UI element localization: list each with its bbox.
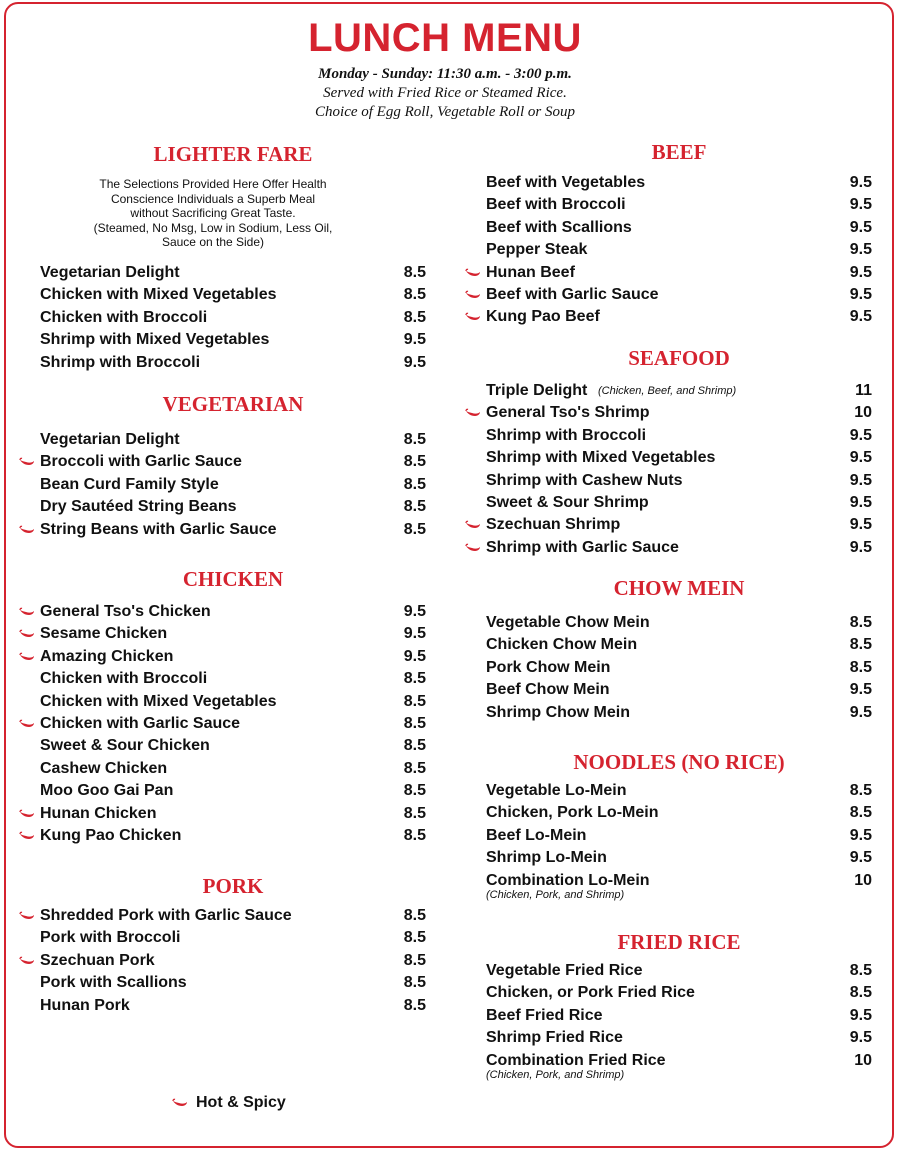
item-price: 8.5 — [403, 737, 426, 755]
item-price: 9.5 — [849, 1006, 872, 1024]
section-lighter-fare — [40, 141, 426, 371]
menu-item — [40, 713, 426, 735]
item-list — [40, 905, 426, 1017]
item-name: Chicken, Pork Lo-Mein — [486, 804, 659, 822]
menu-item — [486, 657, 872, 679]
chili-pepper-icon — [19, 905, 35, 927]
item-price: 8.5 — [403, 498, 426, 516]
item-list — [40, 429, 426, 541]
item-price: 9.5 — [849, 308, 872, 326]
menu-item — [40, 972, 426, 994]
note-line: (Steamed, No Msg, Low in Sodium, Less Oil, — [93, 220, 333, 235]
item-price: 9.5 — [849, 471, 872, 489]
section-title: PORK — [202, 874, 264, 898]
item-price: 9.5 — [849, 826, 872, 844]
item-name: Shrimp with Garlic Sauce — [486, 538, 679, 556]
item-price: 9.5 — [849, 174, 872, 191]
menu-item — [40, 352, 426, 374]
section-vegetarian — [40, 391, 426, 538]
menu-item — [486, 679, 872, 701]
note-line: The Selections Provided Here Offer Health — [99, 177, 327, 191]
section-title: CHICKEN — [182, 567, 284, 591]
item-name: Triple Delight — [486, 382, 588, 399]
item-price: 8.5 — [403, 951, 426, 969]
item-name: Pork Chow Mein — [486, 658, 611, 676]
item-price: 8.5 — [403, 670, 426, 688]
item-name: Beef with Garlic Sauce — [486, 285, 659, 303]
menu-item — [486, 284, 872, 306]
item-name: Shrimp with Mixed Vegetables — [40, 331, 270, 349]
menu-item — [486, 470, 872, 492]
item-price: 8.5 — [403, 308, 426, 326]
menu-item — [486, 217, 872, 239]
chili-pepper-icon — [19, 713, 35, 735]
chili-pepper-icon — [465, 402, 481, 424]
menu-item — [486, 514, 872, 536]
item-price: 8.5 — [403, 826, 426, 844]
menu-item — [40, 691, 426, 713]
menu-item — [40, 601, 426, 623]
menu-item — [486, 239, 872, 261]
item-name: Kung Pao Beef — [486, 308, 600, 326]
section-title: NOODLES (NO RICE) — [573, 750, 785, 774]
item-price: 8.5 — [849, 804, 872, 822]
item-price: 8.5 — [403, 759, 426, 777]
item-list — [486, 172, 872, 329]
chili-pepper-icon — [172, 1095, 188, 1111]
menu-item — [40, 668, 426, 690]
legend-label: Hot & Spicy — [196, 1094, 286, 1111]
item-name: Kung Pao Chicken — [40, 826, 182, 844]
item-price: 8.5 — [403, 286, 426, 304]
item-price: 9.5 — [849, 538, 872, 556]
item-name: Chicken with Broccoli — [40, 308, 208, 326]
item-price: 8.5 — [403, 714, 426, 732]
item-name: Vegetable Chow Mein — [486, 614, 650, 631]
item-list — [486, 380, 872, 559]
chili-pepper-icon — [465, 514, 481, 536]
menu-item — [40, 284, 426, 306]
menu-item — [486, 802, 872, 824]
item-price: 9.5 — [849, 681, 872, 699]
note-line: Conscience Individuals a Superb Meal — [110, 191, 316, 206]
item-name: Shrimp with Mixed Vegetables — [486, 449, 716, 467]
menu-item — [40, 780, 426, 802]
item-name: Sesame Chicken — [40, 625, 168, 643]
chili-pepper-icon — [465, 306, 481, 328]
section-pork — [40, 873, 426, 1014]
hours-line: Monday - Sunday: 11:30 a.m. - 3:00 p.m. — [318, 66, 572, 82]
menu-item — [40, 519, 426, 541]
item-name: Amazing Chicken — [40, 647, 174, 665]
item-name: Chicken with Mixed Vegetables — [40, 692, 277, 710]
item-note: (Chicken, Pork, and Shrimp) — [486, 1068, 625, 1081]
item-price: 8.5 — [403, 929, 426, 947]
item-name: Combination Fried Rice — [486, 1051, 666, 1069]
item-name: Beef Fried Rice — [486, 1006, 603, 1024]
item-name: Beef with Scallions — [486, 218, 632, 236]
item-name: Pork with Scallions — [40, 974, 187, 992]
chili-pepper-icon — [465, 262, 481, 284]
menu-item — [486, 825, 872, 847]
item-price: 10 — [854, 871, 872, 889]
item-price: 9.5 — [403, 603, 426, 620]
section-seafood — [486, 345, 872, 556]
section-title: BEEF — [651, 140, 707, 164]
menu-item — [40, 803, 426, 825]
item-name: Broccoli with Garlic Sauce — [40, 453, 242, 471]
item-price: 8.5 — [403, 692, 426, 710]
menu-item — [486, 172, 872, 194]
chili-pepper-icon — [19, 601, 35, 623]
item-name: Moo Goo Gai Pan — [40, 782, 174, 800]
rice-line: Served with Fried Rice or Steamed Rice. — [323, 85, 567, 101]
item-name: Cashew Chicken — [40, 759, 168, 777]
item-price: 9.5 — [849, 849, 872, 867]
menu-item — [486, 612, 872, 634]
item-price: 9.5 — [849, 196, 872, 214]
item-list — [486, 960, 872, 1085]
item-name: Sweet & Sour Chicken — [40, 737, 210, 755]
item-price: 8.5 — [403, 996, 426, 1014]
item-name: Vegetable Lo-Mein — [486, 782, 627, 799]
menu-item — [486, 447, 872, 469]
item-name: Szechuan Pork — [40, 951, 155, 969]
item-detail: (Chicken, Beef, and Shrimp) — [598, 385, 737, 397]
item-price: 8.5 — [849, 984, 872, 1002]
item-list — [40, 262, 426, 374]
item-list — [40, 601, 426, 847]
item-name: Chicken, or Pork Fried Rice — [486, 984, 695, 1002]
item-price: 10 — [854, 1051, 872, 1069]
item-price: 8.5 — [849, 782, 872, 799]
item-name: Shrimp with Broccoli — [486, 426, 647, 444]
menu-item — [486, 537, 872, 559]
item-price: 8.5 — [403, 782, 426, 800]
menu-item — [40, 905, 426, 927]
item-price: 9.5 — [849, 449, 872, 467]
menu-item — [486, 702, 872, 724]
section-title: LIGHTER FARE — [153, 142, 313, 166]
menu-item — [40, 825, 426, 847]
note-line: without Sacrificing Great Taste. — [130, 206, 296, 220]
section-beef — [486, 139, 872, 326]
item-name: Vegetarian Delight — [40, 431, 180, 448]
menu-item — [40, 927, 426, 949]
item-price: 8.5 — [403, 475, 426, 493]
item-name: Sweet & Sour Shrimp — [486, 493, 649, 511]
menu-item — [40, 474, 426, 496]
item-price: 9.5 — [403, 331, 426, 349]
menu-item — [486, 402, 872, 424]
menu-item — [486, 960, 872, 982]
menu-item — [40, 735, 426, 757]
section-fried-rice — [486, 929, 872, 1081]
item-price: 9.5 — [849, 241, 872, 259]
item-price: 9.5 — [849, 516, 872, 534]
menu-item — [40, 329, 426, 351]
item-price: 8.5 — [403, 907, 426, 924]
item-price: 8.5 — [403, 264, 426, 281]
item-name: Chicken with Mixed Vegetables — [40, 286, 277, 304]
item-list — [486, 780, 872, 905]
item-name: Shrimp Chow Mein — [486, 703, 630, 721]
menu-item — [486, 492, 872, 514]
menu-item — [40, 623, 426, 645]
item-price: 8.5 — [403, 453, 426, 471]
item-price: 8.5 — [403, 431, 426, 448]
item-name: Pork with Broccoli — [40, 929, 181, 947]
item-price: 10 — [854, 404, 872, 422]
item-name: Beef Chow Mein — [486, 681, 610, 699]
item-price: 8.5 — [403, 520, 426, 538]
menu-item — [486, 1050, 872, 1072]
menu-item — [486, 262, 872, 284]
item-name: Beef Lo-Mein — [486, 826, 587, 844]
side-choice-line: Choice of Egg Roll, Vegetable Roll or Soup — [315, 104, 575, 120]
menu-item — [40, 496, 426, 518]
item-price: 9.5 — [403, 647, 426, 665]
menu-item — [486, 380, 872, 402]
item-price: 9.5 — [849, 263, 872, 281]
item-price: 9.5 — [849, 285, 872, 303]
item-price: 8.5 — [403, 974, 426, 992]
item-price: 9.5 — [849, 703, 872, 721]
menu-item — [486, 847, 872, 869]
item-price: 9.5 — [403, 353, 426, 371]
menu-item — [486, 194, 872, 216]
item-name: Hunan Chicken — [40, 804, 157, 822]
section-title: VEGETARIAN — [162, 392, 304, 416]
item-name: Szechuan Shrimp — [486, 516, 621, 534]
item-note: (Chicken, Pork, and Shrimp) — [486, 888, 625, 901]
menu-item — [486, 870, 872, 892]
item-name: Hunan Beef — [486, 263, 575, 281]
menu-item — [486, 982, 872, 1004]
item-name: Chicken Chow Mein — [486, 636, 638, 654]
menu-item — [40, 950, 426, 972]
item-name: Beef with Broccoli — [486, 196, 626, 214]
note-line: Sauce on the Side) — [161, 235, 265, 249]
section-title: CHOW MEIN — [613, 576, 745, 600]
section-chow-mein — [486, 575, 872, 721]
menu-item — [40, 646, 426, 668]
item-name: General Tso's Chicken — [40, 603, 211, 620]
item-name: Vegetable Fried Rice — [486, 962, 643, 979]
chili-pepper-icon — [465, 537, 481, 559]
menu-item — [486, 1005, 872, 1027]
item-name: Shrimp Fried Rice — [486, 1029, 623, 1047]
menu-item — [40, 262, 426, 284]
menu-item — [486, 425, 872, 447]
menu-item — [40, 758, 426, 780]
item-name: General Tso's Shrimp — [486, 404, 650, 422]
item-name: Chicken with Broccoli — [40, 670, 208, 688]
item-list — [486, 612, 872, 724]
item-name: Shrimp with Cashew Nuts — [486, 471, 683, 489]
chili-pepper-icon — [19, 646, 35, 668]
item-price: 8.5 — [403, 804, 426, 822]
item-name: Bean Curd Family Style — [40, 475, 219, 493]
menu-item — [486, 306, 872, 328]
item-name: Dry Sautéed String Beans — [40, 498, 237, 516]
menu-item — [486, 780, 872, 802]
item-price: 11 — [855, 382, 872, 399]
item-name: String Beans with Garlic Sauce — [40, 520, 277, 538]
item-price: 9.5 — [849, 493, 872, 511]
section-noodles — [486, 749, 872, 901]
menu-item — [40, 995, 426, 1017]
item-name: Shredded Pork with Garlic Sauce — [40, 907, 292, 924]
chili-pepper-icon — [465, 284, 481, 306]
chili-pepper-icon — [19, 451, 35, 473]
item-price: 9.5 — [403, 625, 426, 643]
legend — [172, 1094, 286, 1112]
item-name: Shrimp Lo-Mein — [486, 849, 607, 867]
chili-pepper-icon — [19, 519, 35, 541]
chili-pepper-icon — [19, 803, 35, 825]
item-price: 8.5 — [849, 658, 872, 676]
item-price: 8.5 — [849, 962, 872, 979]
menu-item — [40, 451, 426, 473]
menu-title: LUNCH MENU — [308, 16, 582, 60]
lighter-fare-note — [40, 177, 386, 250]
chili-pepper-icon — [19, 623, 35, 645]
chili-pepper-icon — [19, 825, 35, 847]
chili-pepper-icon — [19, 950, 35, 972]
item-price: 9.5 — [849, 426, 872, 444]
item-name: Pepper Steak — [486, 241, 588, 259]
item-price: 9.5 — [849, 218, 872, 236]
item-price: 8.5 — [849, 614, 872, 631]
item-name: Shrimp with Broccoli — [40, 353, 201, 371]
item-price: 8.5 — [849, 636, 872, 654]
item-name: Beef with Vegetables — [486, 174, 646, 191]
section-title: SEAFOOD — [628, 346, 730, 370]
item-name: Vegetarian Delight — [40, 264, 180, 281]
menu-item — [40, 429, 426, 451]
menu-item — [486, 1027, 872, 1049]
item-name: Hunan Pork — [40, 996, 130, 1014]
section-chicken — [40, 566, 426, 844]
section-title: FRIED RICE — [617, 930, 741, 954]
item-name: Combination Lo-Mein — [486, 871, 650, 889]
item-price: 9.5 — [849, 1029, 872, 1047]
item-name: Chicken with Garlic Sauce — [40, 714, 241, 732]
menu-item — [486, 634, 872, 656]
menu-item — [40, 307, 426, 329]
